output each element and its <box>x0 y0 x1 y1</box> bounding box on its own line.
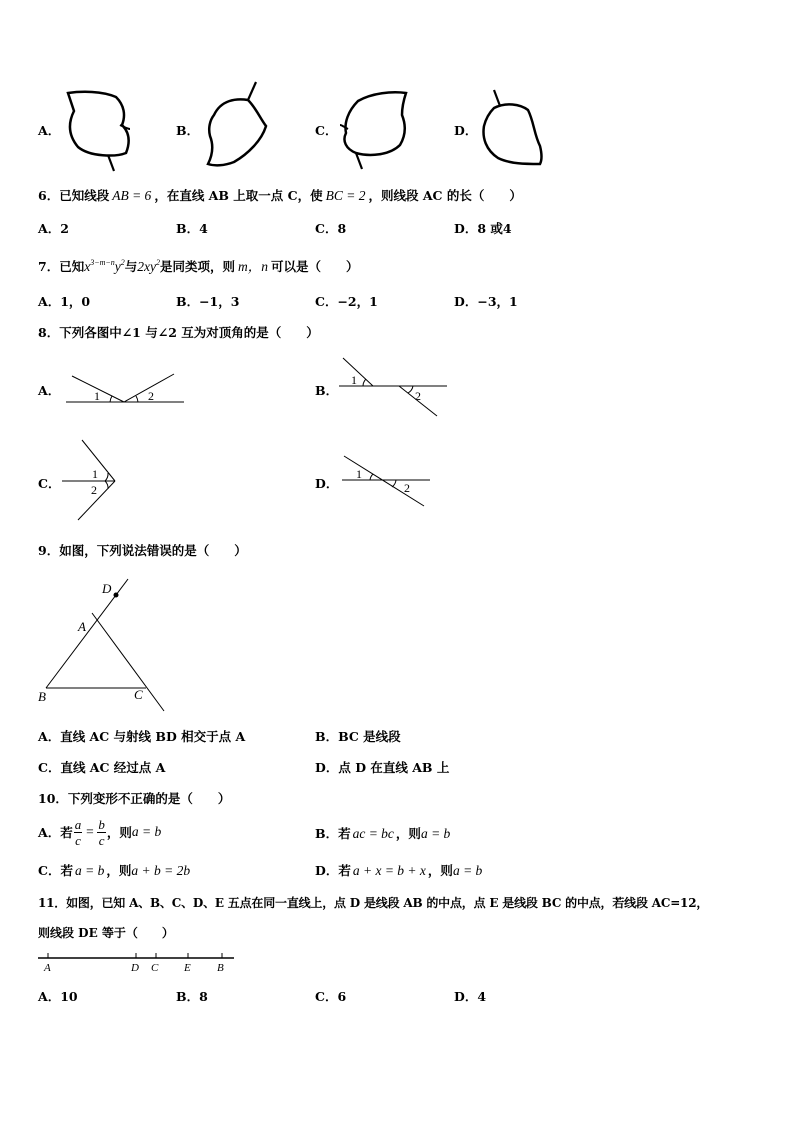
q11-option-b[interactable]: B．8 <box>176 989 208 1004</box>
q5-option-a-label[interactable]: A． <box>38 123 61 138</box>
q5-option-b-leaf-figure <box>196 80 281 175</box>
q7-option-b[interactable]: B．−1，3 <box>176 294 240 309</box>
q9-point-b: B <box>38 689 46 704</box>
q6-option-b[interactable]: B．4 <box>176 221 208 236</box>
q8-option-b-label[interactable]: B． <box>315 383 339 398</box>
q5-option-b-label[interactable]: B． <box>176 123 200 138</box>
q10-option-b[interactable]: B．若 ac = bc ，则a = b <box>315 826 451 841</box>
q10-question: 10．下列变形不正确的是（ ） <box>38 791 231 806</box>
q9-point-c: C <box>134 687 143 702</box>
q8-a-angle-1: 1 <box>94 389 100 403</box>
q6-bc-equation: BC = 2 <box>325 188 366 203</box>
q9-option-c[interactable]: C．直线 AC 经过点 A <box>38 760 166 775</box>
q6-option-c[interactable]: C．8 <box>315 221 347 236</box>
q10-option-c[interactable]: C．若 a = b ，则a + b = 2b <box>38 863 191 878</box>
q7-option-a[interactable]: A．1，0 <box>38 294 91 309</box>
q10-option-a[interactable]: A．若 $\frac{a}{c}$ = $\frac{b}{c}$ ，则 a = b <box>38 816 162 848</box>
q7-term2: $2xy^2$ <box>137 258 161 274</box>
q11-point-b: B <box>217 962 224 974</box>
q8-option-d-figure <box>340 452 435 510</box>
q11-option-d[interactable]: D．4 <box>454 989 487 1004</box>
q7-text-post: 可以是（ ） <box>271 259 359 274</box>
q7-option-d[interactable]: D．−3，1 <box>454 294 518 309</box>
q8-d-angle-1: 1 <box>356 467 362 481</box>
q6-text-mid: ，在直线 AB 上取一点 C，使 <box>154 188 323 203</box>
q9-option-a[interactable]: A．直线 AC 与射线 BD 相交于点 A <box>38 729 246 744</box>
q6-option-d[interactable]: D．8 或4 <box>454 221 512 236</box>
q10-option-d[interactable]: D．若 a + x = b + x ，则a = b <box>315 863 483 878</box>
q8-b-angle-1: 1 <box>351 373 357 387</box>
q8-option-b-figure <box>335 354 455 420</box>
q11-point-d: D <box>131 962 139 974</box>
q7-term1: $x^{3-m-n}y^2$ <box>84 258 125 274</box>
q8-question: 8．下列各图中∠1 与∠2 互为对顶角的是（ ） <box>38 325 319 340</box>
q11-option-a[interactable]: A．10 <box>38 989 78 1004</box>
q6-option-a[interactable]: A．2 <box>38 221 69 236</box>
q8-option-a-label[interactable]: A． <box>38 383 61 398</box>
q5-option-c-label[interactable]: C． <box>315 123 338 138</box>
q9-point-a: A <box>78 619 86 634</box>
q7-text-mid: 是同类项，则 <box>160 259 236 274</box>
q9-option-d[interactable]: D．点 D 在直线 AB 上 <box>315 760 450 775</box>
q8-option-a-figure <box>62 368 187 408</box>
q8-option-c-figure <box>60 438 122 524</box>
q11-point-c: C <box>151 962 159 974</box>
q7-text-and: 与 <box>124 259 138 274</box>
q6-text-pre: 6．已知线段 <box>38 188 110 203</box>
q8-d-angle-2: 2 <box>404 481 410 495</box>
q8-b-angle-2: 2 <box>415 389 421 403</box>
q9-option-b[interactable]: B．BC 是线段 <box>315 729 401 744</box>
q11-option-c[interactable]: C．6 <box>315 989 347 1004</box>
q7-question <box>38 255 359 275</box>
q11-question-line2: 则线段 DE 等于（ ） <box>38 926 174 940</box>
q5-option-d-leaf-figure <box>472 88 552 173</box>
q8-option-d-label[interactable]: D． <box>315 476 339 491</box>
q6-question <box>38 186 522 204</box>
q11-point-a: A <box>44 962 51 974</box>
q5-option-c-leaf-figure <box>336 85 421 175</box>
q8-c-angle-1: 1 <box>92 467 98 481</box>
q11-point-e: E <box>184 962 191 974</box>
q8-option-c-label[interactable]: C． <box>38 476 61 491</box>
q8-c-angle-2: 2 <box>91 483 97 497</box>
q8-a-angle-2: 2 <box>148 389 154 403</box>
q11-number-line-figure <box>36 950 241 976</box>
q7-vars: m，n <box>238 259 269 274</box>
q9-point-d: D <box>102 581 112 596</box>
q7-text-pre: 7．已知 <box>38 259 85 274</box>
q6-text-post: ，则线段 AC 的长（ ） <box>368 188 522 203</box>
q5-option-d-label[interactable]: D． <box>454 123 478 138</box>
q9-triangle-figure <box>34 575 174 715</box>
q6-ab-equation: AB = 6 <box>112 188 152 203</box>
q9-question: 9．如图，下列说法错误的是（ ） <box>38 543 247 558</box>
q11-question-line1: 11．如图，已知 A、B、C、D、E 五点在同一直线上，点 D 是线段 AB 的中点，点 E 是线段 BC 的中点，若线段 AC=12， <box>38 896 709 910</box>
q7-option-c[interactable]: C．−2，1 <box>315 294 378 309</box>
q5-option-a-leaf-figure <box>60 85 140 175</box>
